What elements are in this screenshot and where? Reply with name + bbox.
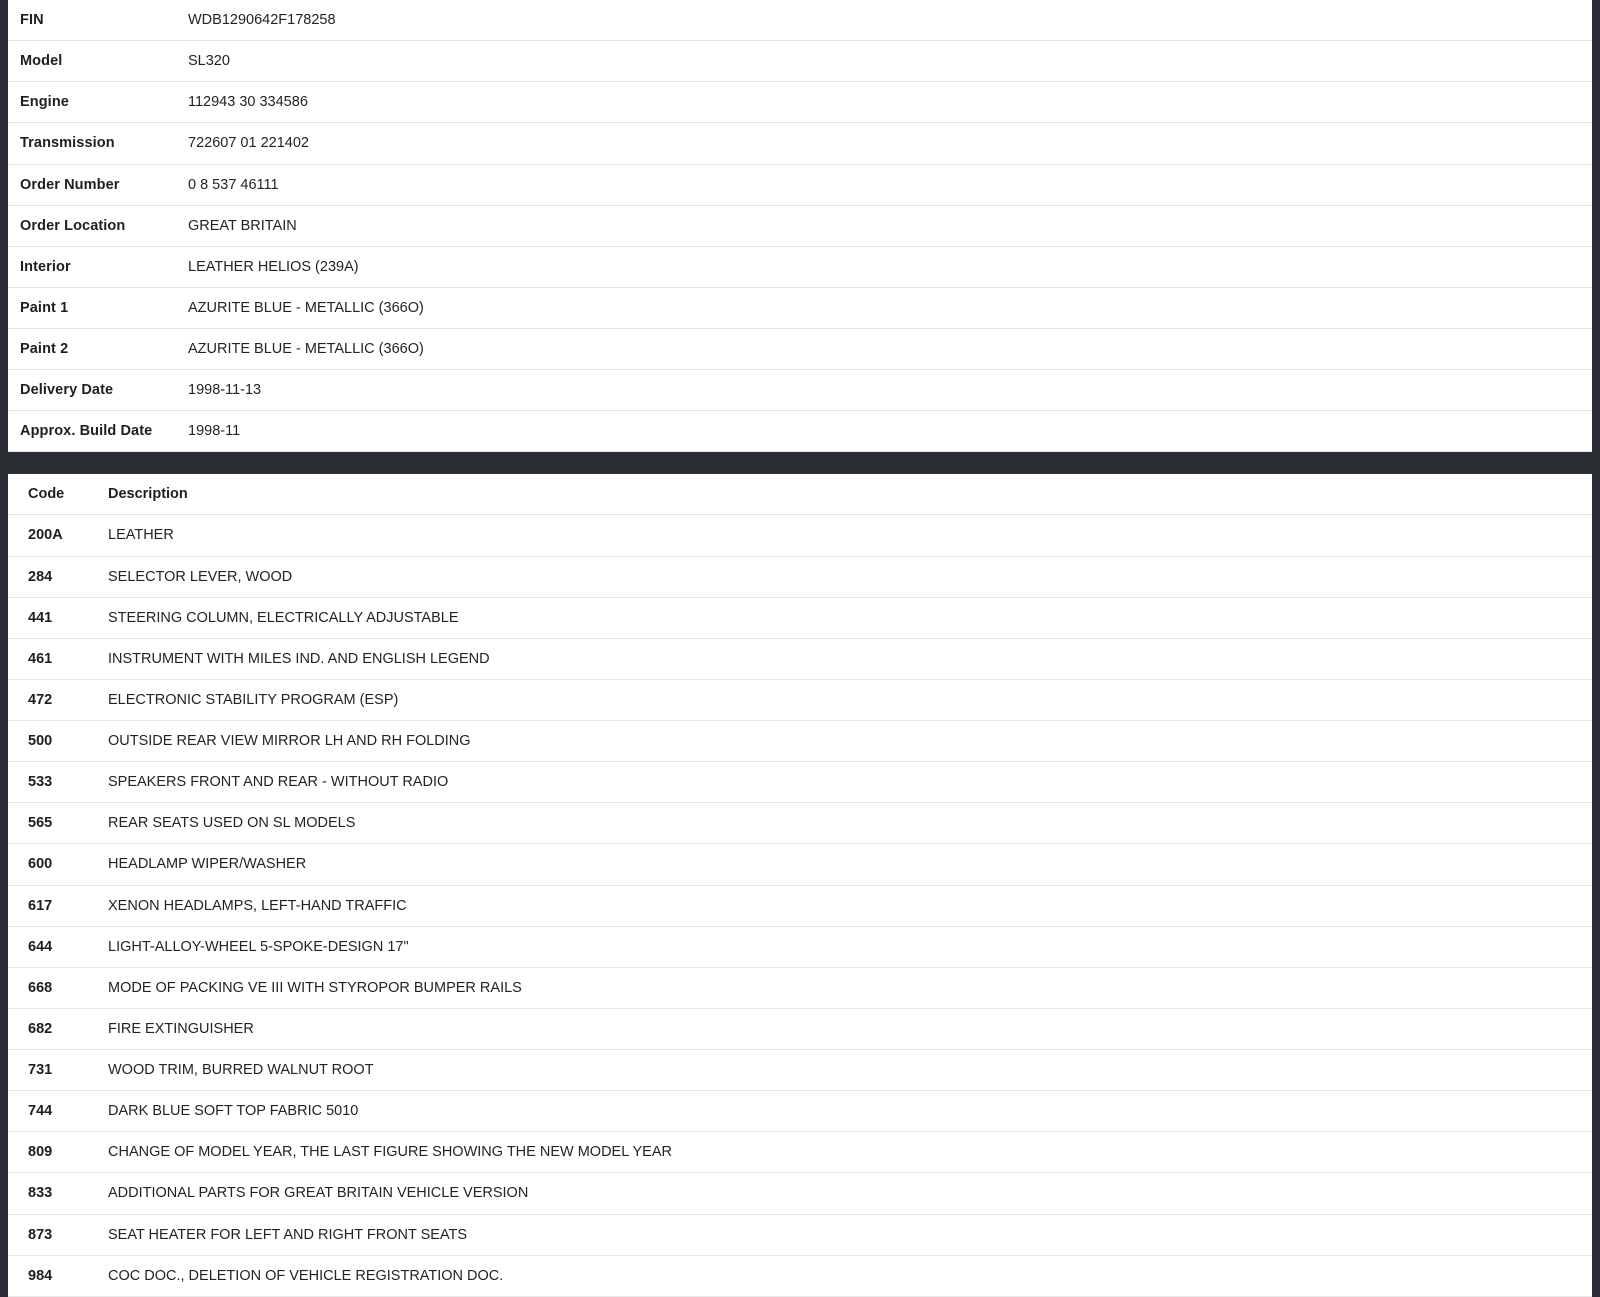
spec-value: 112943 30 334586 bbox=[188, 94, 308, 111]
spec-value: 722607 01 221402 bbox=[188, 135, 309, 152]
option-description: CHANGE OF MODEL YEAR, THE LAST FIGURE SHOWING THE NEW MODEL YEAR bbox=[108, 1144, 672, 1161]
table-row bbox=[8, 246, 1592, 287]
table-header-row bbox=[8, 474, 1592, 515]
table-row bbox=[8, 762, 1592, 803]
option-code: 644 bbox=[28, 938, 53, 955]
option-code: 533 bbox=[28, 774, 53, 791]
table-row bbox=[8, 1050, 1592, 1091]
option-code: 744 bbox=[28, 1103, 53, 1120]
option-code: 833 bbox=[28, 1185, 53, 1202]
option-description: LIGHT-ALLOY-WHEEL 5-SPOKE-DESIGN 17" bbox=[108, 938, 409, 955]
option-description: HEADLAMP WIPER/WASHER bbox=[108, 856, 307, 873]
option-description: SEAT HEATER FOR LEFT AND RIGHT FRONT SEATS bbox=[108, 1226, 468, 1243]
option-code: 809 bbox=[28, 1144, 53, 1161]
table-row bbox=[8, 1255, 1592, 1296]
table-row bbox=[8, 164, 1592, 205]
option-code: 472 bbox=[28, 691, 53, 708]
vehicle-spec-table-body bbox=[8, 0, 1592, 452]
table-row bbox=[8, 515, 1592, 556]
table-row bbox=[8, 1091, 1592, 1132]
table-row bbox=[8, 721, 1592, 762]
table-row bbox=[8, 803, 1592, 844]
table-row bbox=[8, 679, 1592, 720]
option-code: 984 bbox=[28, 1267, 53, 1284]
option-codes-table-body bbox=[8, 515, 1592, 1296]
column-header-code: Code bbox=[8, 474, 102, 515]
table-row bbox=[8, 885, 1592, 926]
option-description: XENON HEADLAMPS, LEFT-HAND TRAFFIC bbox=[108, 897, 407, 914]
table-row bbox=[8, 844, 1592, 885]
table-row bbox=[8, 556, 1592, 597]
table-row bbox=[8, 205, 1592, 246]
option-description: MODE OF PACKING VE III WITH STYROPOR BUMPER RAILS bbox=[108, 979, 522, 996]
column-header-description: Description bbox=[102, 474, 1592, 515]
option-description: FIRE EXTINGUISHER bbox=[108, 1020, 254, 1037]
spec-value: 0 8 537 46111 bbox=[188, 176, 279, 193]
section-divider-band bbox=[0, 452, 1600, 474]
spec-label: Engine bbox=[20, 94, 69, 111]
option-description: ELECTRONIC STABILITY PROGRAM (ESP) bbox=[108, 691, 399, 708]
option-description: WOOD TRIM, BURRED WALNUT ROOT bbox=[108, 1062, 374, 1078]
option-description: INSTRUMENT WITH MILES IND. AND ENGLISH LEGEND bbox=[108, 650, 490, 667]
table-row bbox=[8, 329, 1592, 370]
option-code: 565 bbox=[28, 815, 53, 832]
table-row bbox=[8, 41, 1592, 82]
spec-value: WDB1290642F178258 bbox=[188, 12, 336, 28]
table-row bbox=[8, 638, 1592, 679]
table-row bbox=[8, 123, 1592, 164]
spec-value: AZURITE BLUE - METALLIC (366O) bbox=[188, 299, 424, 316]
option-codes-table bbox=[8, 474, 1592, 1296]
option-description: LEATHER bbox=[108, 527, 174, 544]
spec-label: Approx. Build Date bbox=[20, 423, 153, 440]
option-description: SPEAKERS FRONT AND REAR - WITHOUT RADIO bbox=[108, 774, 449, 791]
spec-label: Transmission bbox=[20, 135, 115, 152]
spec-value: GREAT BRITAIN bbox=[188, 217, 297, 234]
option-codes-table-head bbox=[8, 474, 1592, 515]
table-row bbox=[8, 1008, 1592, 1049]
spec-label: Interior bbox=[20, 258, 71, 275]
option-description: REAR SEATS USED ON SL MODELS bbox=[108, 815, 356, 832]
option-description: DARK BLUE SOFT TOP FABRIC 5010 bbox=[108, 1103, 359, 1120]
spec-label: Order Location bbox=[20, 217, 126, 234]
spec-value: SL320 bbox=[188, 53, 230, 70]
table-row bbox=[8, 1173, 1592, 1214]
spec-label: Paint 1 bbox=[20, 299, 69, 316]
option-code: 682 bbox=[28, 1020, 53, 1037]
option-code: 441 bbox=[28, 609, 53, 626]
option-code: 500 bbox=[28, 733, 53, 749]
table-row bbox=[8, 82, 1592, 123]
option-code: 873 bbox=[28, 1226, 53, 1243]
spec-label: FIN bbox=[20, 12, 44, 28]
option-code: 668 bbox=[28, 979, 53, 996]
spec-value: 1998-11-13 bbox=[188, 382, 262, 399]
codes-section-frame bbox=[0, 474, 1600, 1296]
table-row bbox=[8, 411, 1592, 452]
option-description: ADDITIONAL PARTS FOR GREAT BRITAIN VEHICLE VERSION bbox=[108, 1185, 529, 1202]
option-code: 731 bbox=[28, 1062, 53, 1078]
option-code: 284 bbox=[28, 568, 53, 585]
table-row bbox=[8, 967, 1592, 1008]
table-row bbox=[8, 1132, 1592, 1173]
option-description: SELECTOR LEVER, WOOD bbox=[108, 568, 293, 585]
table-row bbox=[8, 370, 1592, 411]
option-code: 617 bbox=[28, 897, 53, 914]
table-row bbox=[8, 287, 1592, 328]
spec-value: 1998-11 bbox=[188, 423, 241, 440]
spec-section-frame bbox=[0, 0, 1600, 452]
spec-label: Order Number bbox=[20, 176, 120, 193]
vehicle-spec-table bbox=[8, 0, 1592, 452]
option-description: OUTSIDE REAR VIEW MIRROR LH AND RH FOLDING bbox=[108, 733, 471, 749]
table-row bbox=[8, 926, 1592, 967]
spec-label: Delivery Date bbox=[20, 382, 114, 399]
spec-value: LEATHER HELIOS (239A) bbox=[188, 258, 359, 275]
table-row bbox=[8, 597, 1592, 638]
option-code: 200A bbox=[28, 527, 63, 544]
option-code: 600 bbox=[28, 856, 53, 873]
spec-label: Model bbox=[20, 53, 63, 70]
spec-value: AZURITE BLUE - METALLIC (366O) bbox=[188, 341, 424, 357]
table-row bbox=[8, 1214, 1592, 1255]
option-description: STEERING COLUMN, ELECTRICALLY ADJUSTABLE bbox=[108, 609, 459, 626]
option-description: COC DOC., DELETION OF VEHICLE REGISTRATION DOC. bbox=[108, 1267, 504, 1284]
option-code: 461 bbox=[28, 650, 53, 667]
spec-label: Paint 2 bbox=[20, 341, 69, 357]
table-row bbox=[8, 0, 1592, 41]
